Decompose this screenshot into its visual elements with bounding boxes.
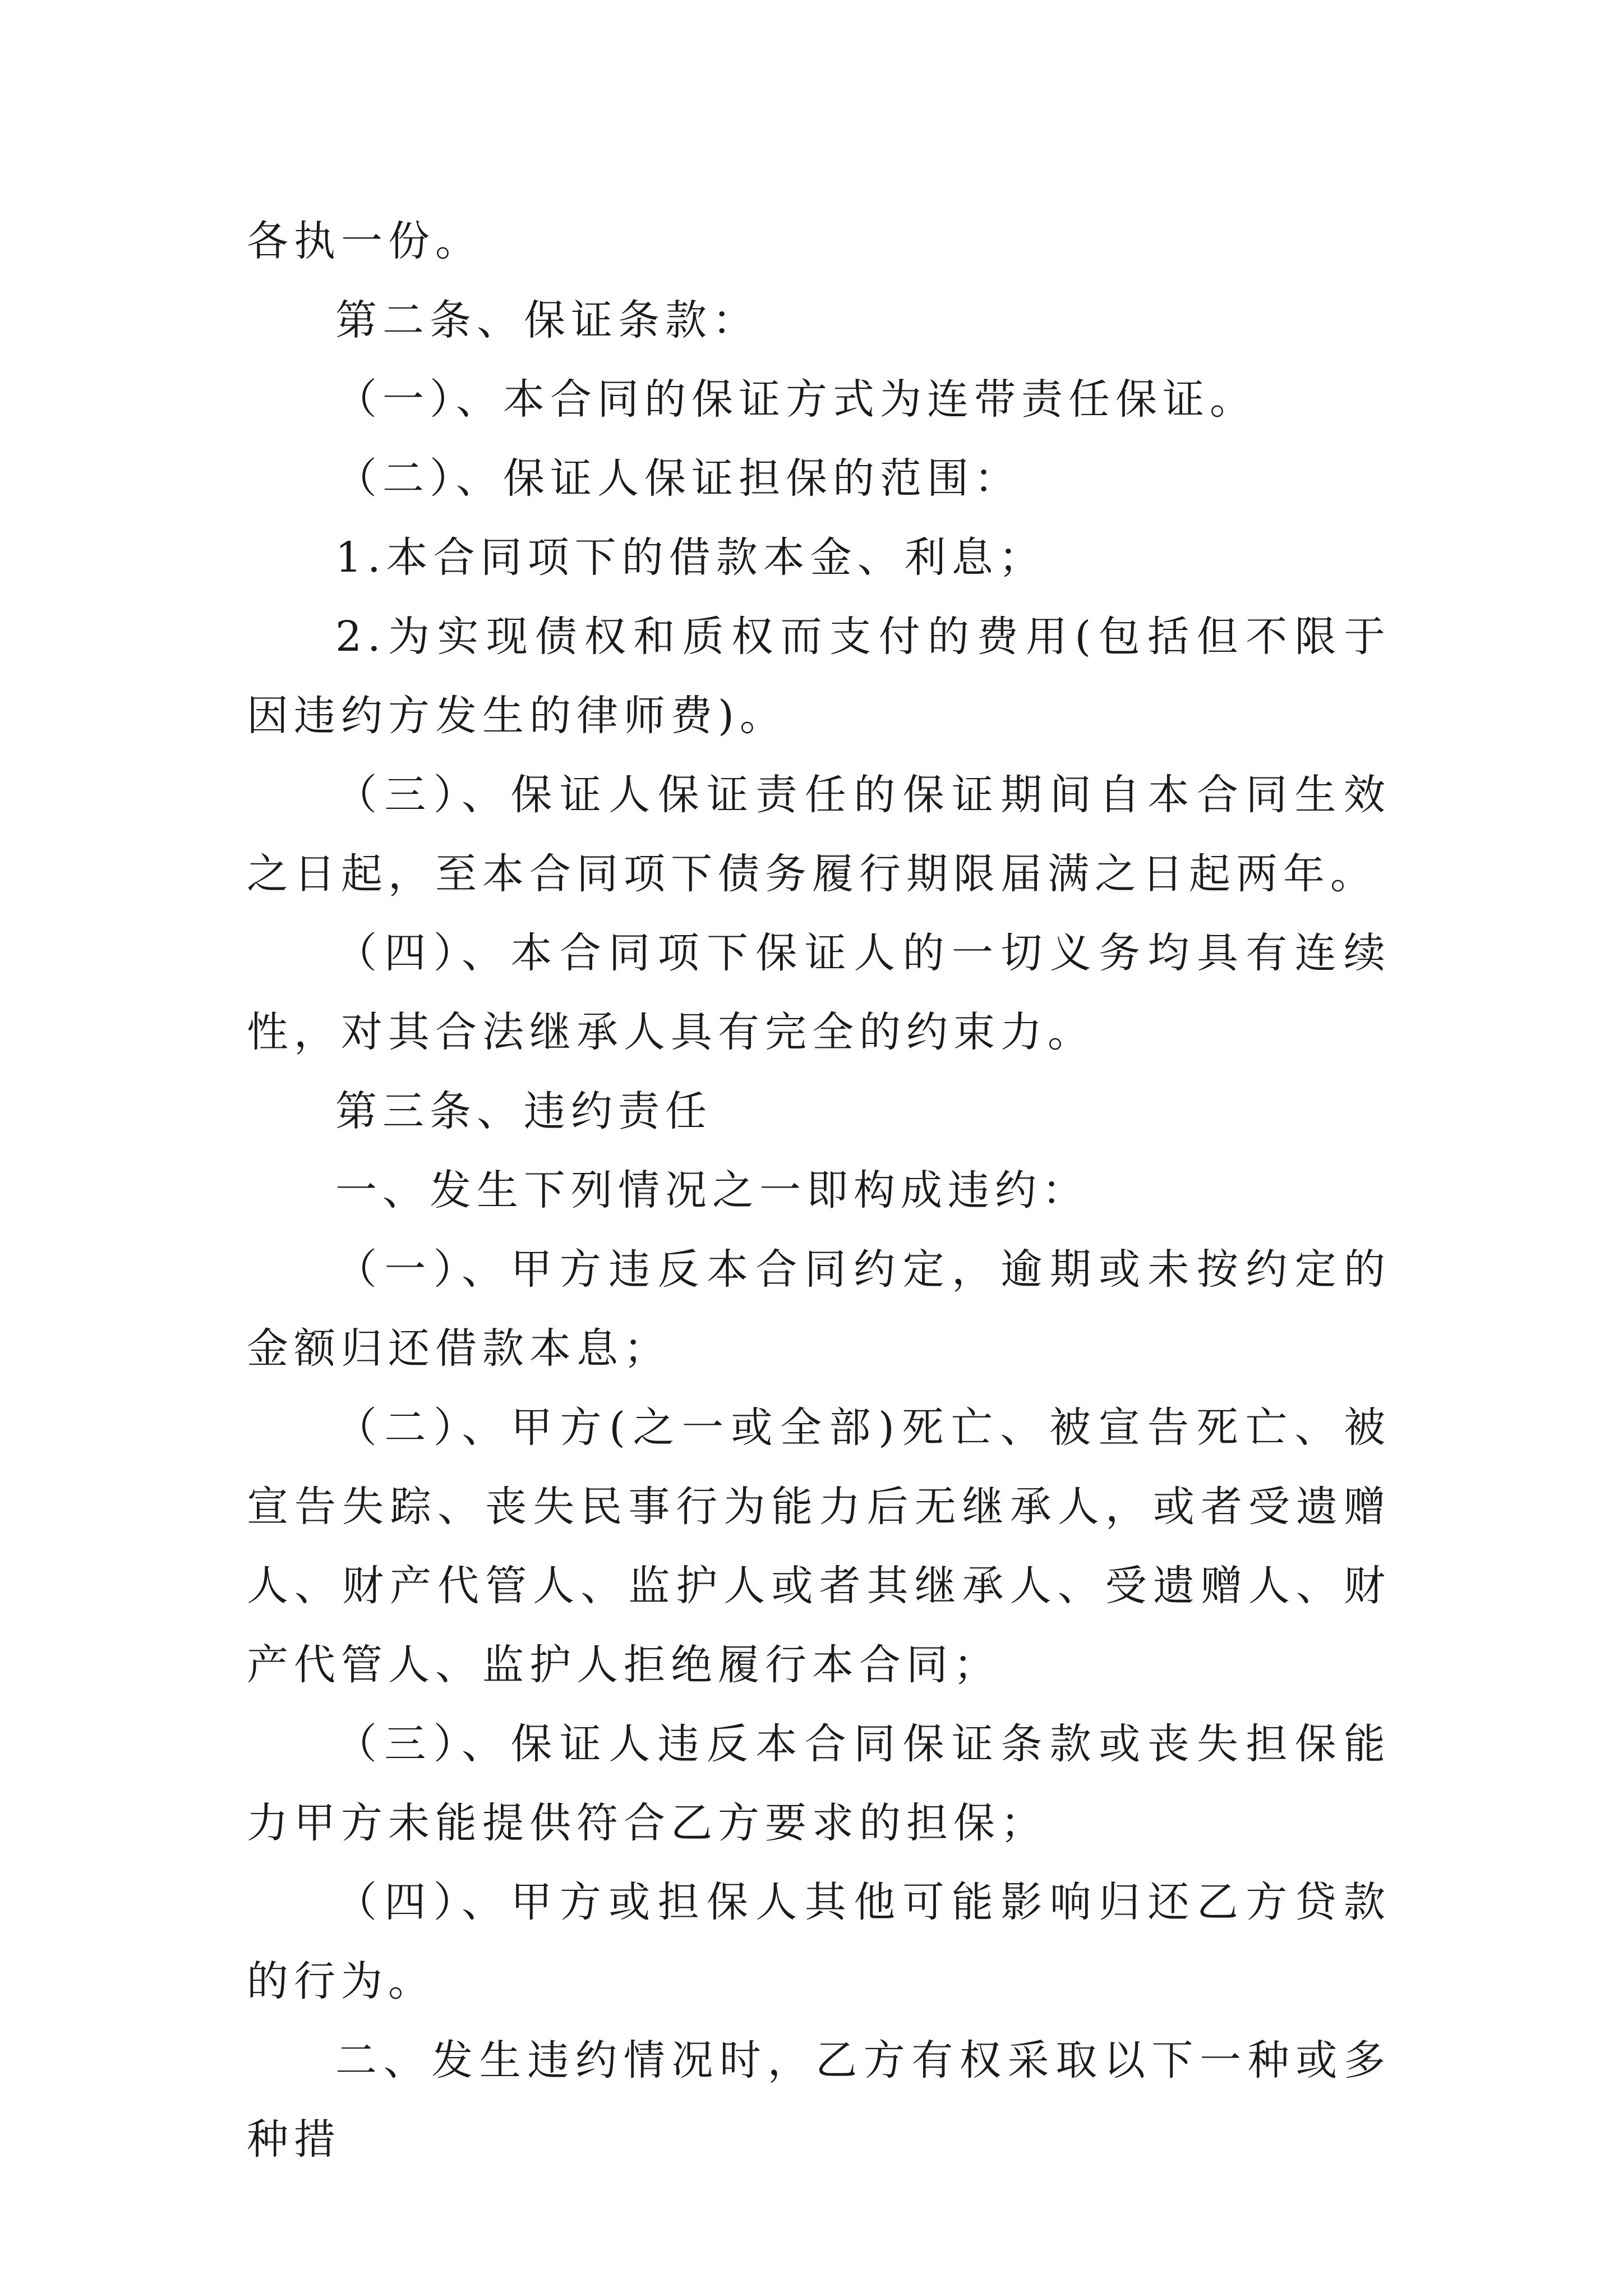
paragraph: 各执一份。 (247, 217, 482, 265)
paragraph: （四）、本合同项下保证人的一切义务均具有连续性，对其合法继承人具有完全的约束力。 (247, 929, 1391, 1056)
paragraph: （三）、保证人违反本合同保证条款或丧失担保能力甲方未能提供符合乙方要求的担保； (247, 1720, 1391, 1847)
list-item: 1.本合同项下的借款本金、利息； (335, 533, 1046, 582)
section-heading: 第三条、违约责任 (335, 1087, 712, 1135)
paragraph: （一）、本合同的保证方式为连带责任保证。 (335, 375, 1257, 424)
paragraph: （三）、保证人保证责任的保证期间自本合同生效之日起，至本合同项下债务履行期限届满之日起两年。 (247, 771, 1391, 898)
list-item: 2.为实现债权和质权而支付的费用(包括但不限于因违约方发生的律师费)。 (247, 613, 1391, 740)
paragraph: （一）、甲方违反本合同约定，逾期或未按约定的金额归还借款本息； (247, 1245, 1391, 1373)
paragraph: （二）、保证人保证担保的范围： (335, 454, 1021, 503)
contract-body-text (247, 202, 1391, 2179)
paragraph: （二）、甲方(之一或全部)死亡、被宣告死亡、被宣告失踪、丧失民事行为能力后无继承人，或者受遗赠人、财产代管人、监护人或者其继承人、受遗赠人、财产代管人、监护人拒绝履行本合同； (247, 1404, 1391, 1689)
section-heading: 第二条、保证条款： (335, 296, 759, 344)
paragraph: （四）、甲方或担保人其他可能影响归还乙方贷款的行为。 (247, 1878, 1391, 2005)
paragraph: 二、发生违约情况时，乙方有权采取以下一种或多种措 (247, 2036, 1391, 2164)
paragraph: 一、发生下列情况之一即构成违约： (335, 1166, 1089, 1214)
